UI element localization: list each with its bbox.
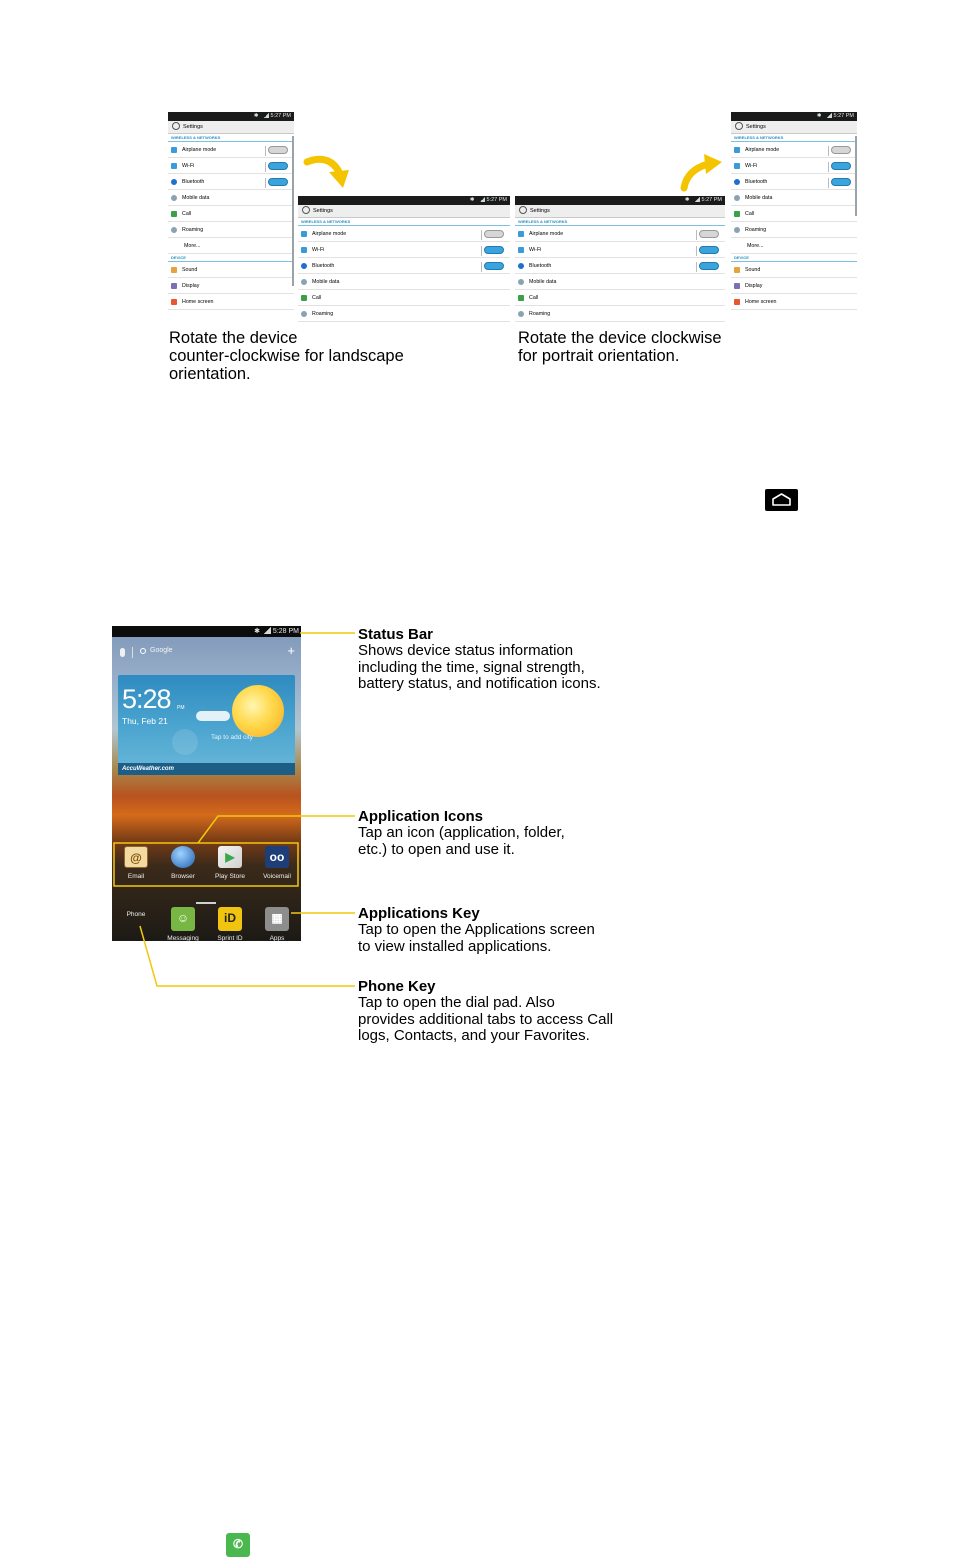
setting-bluetooth[interactable] [731, 174, 857, 190]
rotate-arrow-counter-clockwise [303, 150, 353, 192]
setting-sound[interactable] [168, 262, 294, 278]
setting-roaming[interactable] [168, 222, 294, 238]
home-screen-icon [171, 299, 177, 305]
play-store-icon: ▶ [218, 846, 242, 868]
google-search-bar[interactable] [112, 645, 301, 661]
setting-label: Roaming [182, 227, 204, 233]
divider [132, 647, 133, 658]
setting-label: Roaming [745, 227, 767, 233]
accuweather-logo: AccuWeather.com [118, 763, 295, 775]
airplane-icon [518, 231, 524, 237]
bluetooth-status-icon: ✱ [254, 628, 262, 635]
settings-header [298, 205, 510, 218]
tap-to-add-city[interactable]: Tap to add city [211, 734, 253, 741]
status-bar [731, 112, 857, 121]
setting-wifi[interactable] [515, 242, 725, 258]
mobile-data-icon [518, 279, 524, 285]
roaming-icon [171, 227, 177, 233]
setting-label: Mobile data [529, 279, 557, 285]
caption-counter-clockwise: Rotate the device counter-clockwise for landscape orientation. [169, 329, 404, 383]
sprint-id-icon: iD [218, 907, 242, 931]
setting-home-screen[interactable] [168, 294, 294, 310]
setting-bluetooth[interactable] [515, 258, 725, 274]
status-bar [168, 112, 294, 121]
phone-icon: ✆ [226, 1533, 250, 1557]
bluetooth-toggle[interactable] [268, 178, 288, 186]
status-time: 5:27 PM [486, 197, 507, 203]
status-bar [515, 196, 725, 205]
setting-label: Wi-Fi [182, 163, 195, 169]
app-voicemail[interactable] [255, 844, 299, 880]
voicemail-icon: oo [265, 846, 289, 868]
section-wireless-networks: WIRELESS & NETWORKS [515, 218, 725, 226]
setting-label: Wi-Fi [312, 247, 325, 253]
settings-screenshot-portrait-right [731, 112, 857, 320]
callout-status-bar-title: Status Bar [358, 626, 434, 643]
sound-icon [171, 267, 177, 273]
status-bar [298, 196, 510, 205]
app-email[interactable] [114, 844, 158, 880]
search-label: Google [150, 647, 173, 654]
weather-widget[interactable] [118, 675, 295, 775]
roaming-icon [518, 311, 524, 317]
setting-mobile-data[interactable] [168, 190, 294, 206]
setting-label: Home screen [182, 299, 214, 305]
airplane-toggle[interactable] [699, 230, 719, 238]
setting-mobile-data[interactable] [515, 274, 725, 290]
callout-application-icons-desc: Tap an icon (application, folder, etc.) to open and use it. [358, 824, 565, 858]
setting-bluetooth[interactable] [168, 174, 294, 190]
setting-label: Sound [182, 267, 198, 273]
wifi-icon [301, 247, 307, 253]
callout-phone-key-title: Phone Key [358, 978, 436, 995]
setting-call[interactable] [515, 290, 725, 306]
gear-icon [735, 122, 743, 130]
bluetooth-status-icon: ✱ [816, 113, 822, 119]
setting-wifi[interactable] [298, 242, 510, 258]
setting-label: More... [747, 243, 764, 249]
setting-label: Bluetooth [182, 179, 205, 185]
bluetooth-icon [734, 179, 740, 185]
call-icon [734, 211, 740, 217]
caption-clockwise: Rotate the device clockwise for portrait orientation. [518, 329, 722, 365]
setting-airplane-mode[interactable] [515, 226, 725, 242]
widget-date: Thu, Feb 21 [122, 716, 168, 726]
setting-roaming[interactable] [731, 222, 857, 238]
setting-label: Bluetooth [529, 263, 552, 269]
setting-roaming[interactable] [298, 306, 510, 322]
page-indicator [196, 902, 216, 904]
setting-label: Display [745, 283, 763, 289]
setting-more[interactable] [168, 238, 294, 254]
gear-icon [172, 122, 180, 130]
app-apps[interactable] [255, 907, 299, 942]
setting-label: Call [529, 295, 539, 301]
bluetooth-toggle[interactable] [831, 178, 851, 186]
status-time: 5:28 PM [272, 628, 299, 635]
callout-phone-key-desc: Tap to open the dial pad. Also provides additional tabs to access Call logs, Contacts, and your Favorites. [358, 994, 614, 1044]
settings-title: Settings [746, 124, 766, 130]
home-screen-icon [734, 299, 740, 305]
airplane-icon [301, 231, 307, 237]
airplane-toggle[interactable] [484, 230, 504, 238]
setting-label: Home screen [745, 299, 777, 305]
setting-home-screen[interactable] [731, 294, 857, 310]
setting-label: Roaming [312, 311, 334, 317]
bluetooth-status-icon: ✱ [253, 113, 259, 119]
setting-label: Wi-Fi [529, 247, 542, 253]
app-messaging[interactable] [161, 907, 205, 942]
app-play-store[interactable] [208, 844, 252, 880]
setting-bluetooth[interactable] [298, 258, 510, 274]
app-label: Play Store [215, 873, 245, 880]
bluetooth-icon [301, 263, 307, 269]
globe-icon [171, 846, 195, 868]
scrollbar[interactable] [855, 136, 857, 216]
setting-call[interactable] [298, 290, 510, 306]
setting-label: Bluetooth [745, 179, 768, 185]
setting-label: Airplane mode [529, 231, 564, 237]
setting-label: Airplane mode [745, 147, 780, 153]
settings-header [515, 205, 725, 218]
search-icon [140, 648, 146, 654]
bluetooth-status-icon: ✱ [684, 197, 690, 203]
setting-label: Display [182, 283, 200, 289]
setting-call[interactable] [731, 206, 857, 222]
settings-title: Settings [183, 124, 203, 130]
wifi-toggle[interactable] [268, 162, 288, 170]
email-icon: @ [124, 846, 148, 868]
microphone-icon[interactable] [120, 648, 125, 657]
setting-label: Sound [745, 267, 761, 273]
settings-header [168, 121, 294, 134]
wifi-toggle[interactable] [831, 162, 851, 170]
signal-icon [264, 627, 271, 634]
home-status-bar [112, 626, 301, 637]
section-device: DEVICE [168, 254, 294, 262]
app-label: Browser [171, 873, 195, 880]
setting-label: Mobile data [182, 195, 210, 201]
signal-icon [695, 197, 700, 202]
setting-airplane-mode[interactable] [168, 142, 294, 158]
gear-icon [519, 206, 527, 214]
wifi-icon [171, 163, 177, 169]
call-icon [301, 295, 307, 301]
app-browser[interactable] [161, 844, 205, 880]
home-key-icon [765, 489, 798, 511]
section-device: DEVICE [731, 254, 857, 262]
decorative-bubble [172, 729, 198, 755]
widget-time: 5:28 [122, 684, 171, 714]
bluetooth-toggle[interactable] [699, 262, 719, 270]
setting-airplane-mode[interactable] [731, 142, 857, 158]
app-label: Apps [269, 935, 285, 942]
setting-wifi[interactable] [168, 158, 294, 174]
callout-status-bar-desc: Shows device status information including the time, signal strength, battery status, and notification icons. [358, 642, 601, 692]
section-wireless-networks: WIRELESS & NETWORKS [731, 134, 857, 142]
setting-airplane-mode[interactable] [298, 226, 510, 242]
settings-screenshot-landscape-left [298, 196, 510, 324]
setting-wifi[interactable] [731, 158, 857, 174]
callout-application-icons-title: Application Icons [358, 808, 484, 825]
setting-mobile-data[interactable] [731, 190, 857, 206]
dock [112, 907, 301, 1551]
rotate-arrow-clockwise [676, 150, 726, 192]
status-time: 5:27 PM [270, 113, 291, 119]
sound-icon [734, 267, 740, 273]
gear-icon [302, 206, 310, 214]
roaming-icon [734, 227, 740, 233]
bluetooth-icon [171, 179, 177, 185]
setting-roaming[interactable] [515, 306, 725, 322]
cloud-icon [196, 711, 230, 721]
callout-applications-key-title: Applications Key [358, 905, 480, 922]
section-wireless-networks: WIRELESS & NETWORKS [168, 134, 294, 142]
wifi-icon [518, 247, 524, 253]
signal-icon [480, 197, 485, 202]
setting-label: Call [182, 211, 192, 217]
application-icons-row [112, 844, 301, 886]
setting-mobile-data[interactable] [298, 274, 510, 290]
mobile-data-icon [301, 279, 307, 285]
setting-label: Mobile data [312, 279, 340, 285]
setting-label: Call [745, 211, 755, 217]
setting-call[interactable] [168, 206, 294, 222]
call-icon [171, 211, 177, 217]
setting-more[interactable] [731, 238, 857, 254]
callout-applications-key-desc: Tap to open the Applications screen to view installed applications. [358, 921, 595, 955]
airplane-toggle[interactable] [268, 146, 288, 154]
sun-icon [232, 685, 284, 737]
app-label: Sprint ID [217, 935, 243, 942]
setting-label: Call [312, 295, 322, 301]
status-time: 5:27 PM [833, 113, 854, 119]
setting-label: Airplane mode [182, 147, 217, 153]
setting-label: Wi-Fi [745, 163, 758, 169]
home-screen-screenshot [112, 626, 301, 1551]
bluetooth-toggle[interactable] [484, 262, 504, 270]
bluetooth-status-icon: ✱ [469, 197, 475, 203]
scrollbar[interactable] [292, 136, 294, 286]
airplane-icon [171, 147, 177, 153]
add-icon[interactable]: + [287, 643, 295, 658]
section-wireless-networks: WIRELESS & NETWORKS [298, 218, 510, 226]
display-icon [734, 283, 740, 289]
signal-icon [827, 113, 832, 118]
wifi-toggle[interactable] [484, 246, 504, 254]
mobile-data-icon [734, 195, 740, 201]
setting-label: Roaming [529, 311, 551, 317]
messaging-icon: ☺ [171, 907, 195, 931]
setting-label: Mobile data [745, 195, 773, 201]
mobile-data-icon [171, 195, 177, 201]
signal-icon [264, 113, 269, 118]
call-icon [518, 295, 524, 301]
widget-ampm: PM [177, 705, 185, 711]
app-label: Messaging [167, 935, 199, 942]
apps-grid-icon: ▦ [265, 907, 289, 931]
wifi-icon [734, 163, 740, 169]
bluetooth-icon [518, 263, 524, 269]
setting-label: Bluetooth [312, 263, 335, 269]
roaming-icon [301, 311, 307, 317]
wifi-toggle[interactable] [699, 246, 719, 254]
settings-header [731, 121, 857, 134]
setting-sound[interactable] [731, 262, 857, 278]
app-label: Voicemail [263, 873, 291, 880]
settings-screenshot-landscape-right [515, 196, 725, 324]
display-icon [171, 283, 177, 289]
app-sprint-id[interactable] [208, 907, 252, 942]
setting-display[interactable] [731, 278, 857, 294]
settings-title: Settings [313, 208, 333, 214]
airplane-toggle[interactable] [831, 146, 851, 154]
status-time: 5:27 PM [701, 197, 722, 203]
setting-label: Airplane mode [312, 231, 347, 237]
app-label: Phone [126, 911, 146, 918]
airplane-icon [734, 147, 740, 153]
settings-title: Settings [530, 208, 550, 214]
settings-screenshot-portrait-left [168, 112, 294, 320]
setting-display[interactable] [168, 278, 294, 294]
setting-label: More... [184, 243, 201, 249]
app-label: Email [127, 873, 145, 880]
